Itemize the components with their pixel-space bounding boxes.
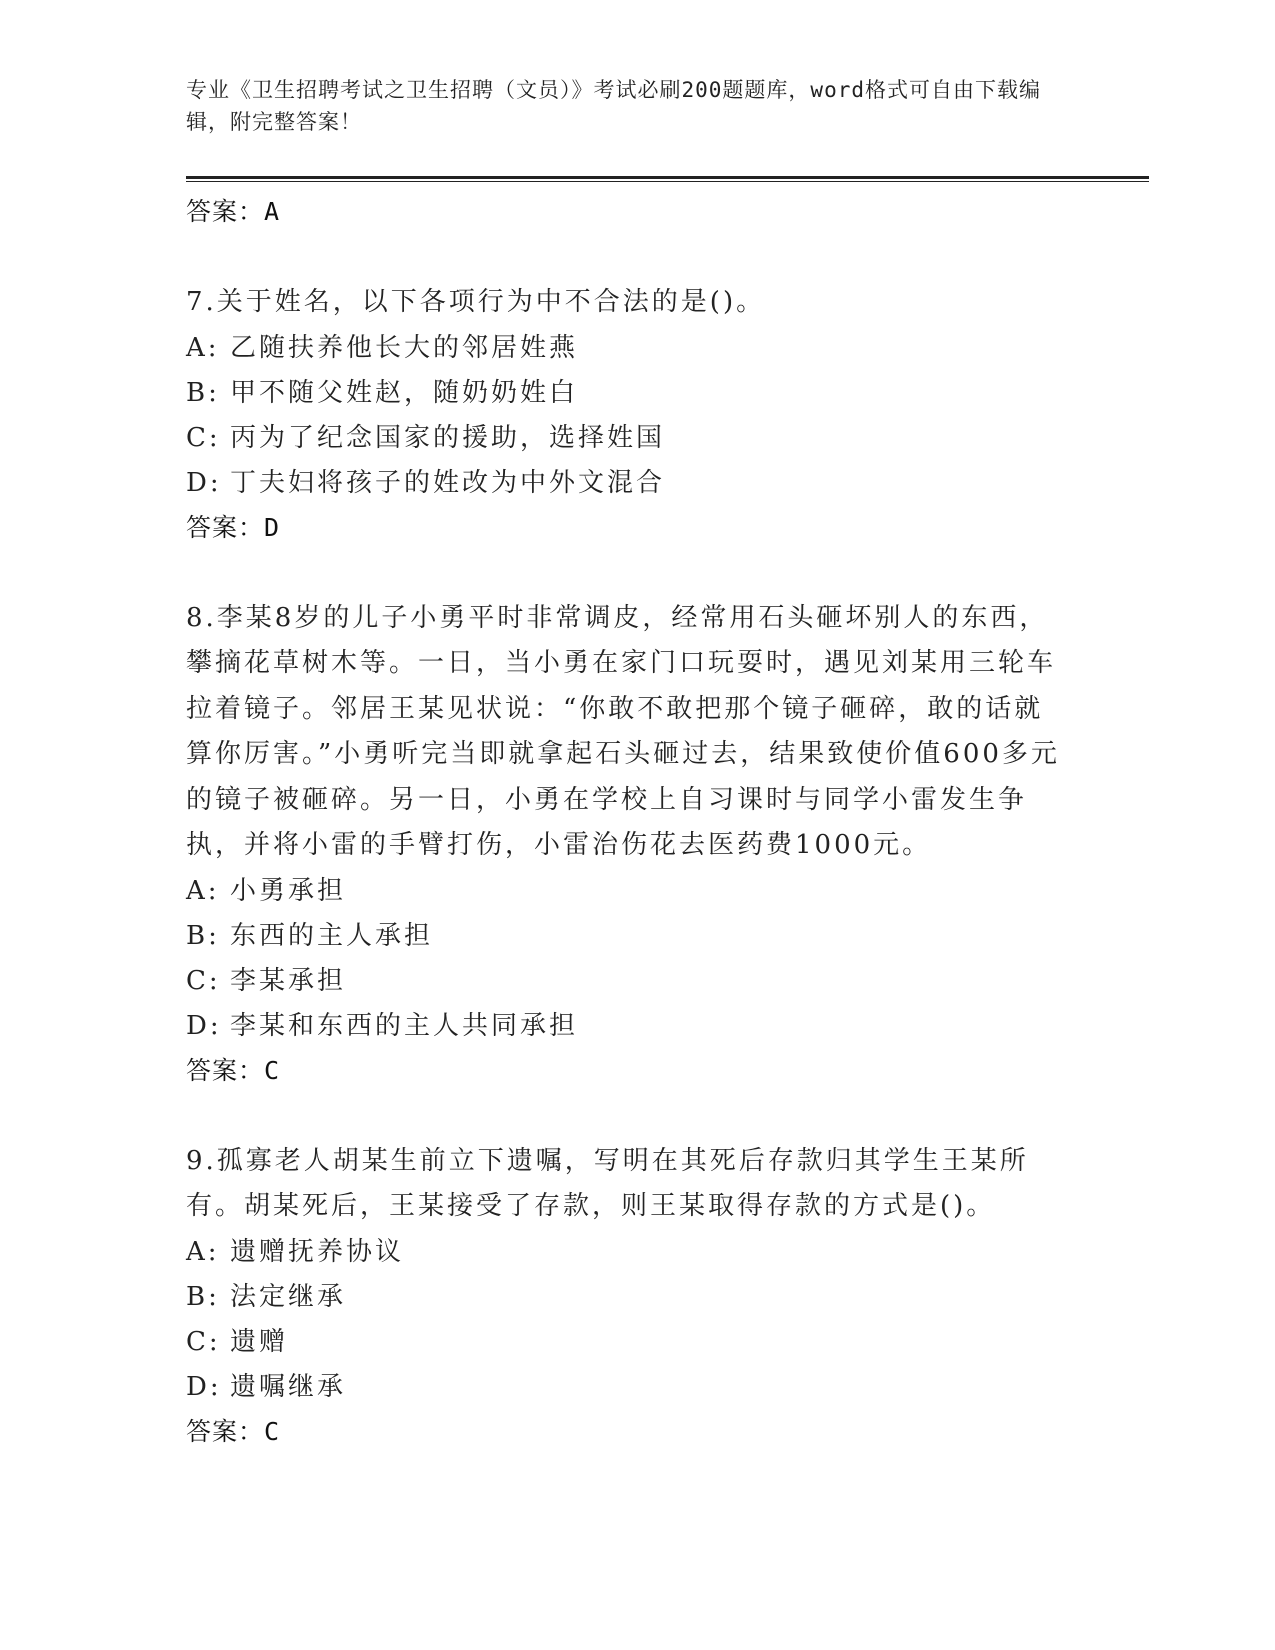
option-b	[186, 914, 1066, 959]
option-a	[186, 1230, 1066, 1275]
option-d	[186, 461, 1066, 506]
answer-line	[186, 1049, 1066, 1093]
answer-line	[186, 506, 1066, 550]
option-letter: D:	[186, 1010, 222, 1041]
option-text: 法定继承	[230, 1281, 347, 1312]
option-letter: D:	[186, 467, 222, 498]
option-text: 丁夫妇将孩子的姓改为中外文混合	[230, 467, 666, 498]
option-letter: A:	[186, 332, 220, 363]
question-text: 7.关于姓名，以下各项行为中不合法的是()。	[186, 287, 766, 317]
option-text: 遗嘱继承	[230, 1371, 347, 1402]
header-divider-thick	[186, 176, 1149, 179]
option-letter: D:	[186, 1371, 222, 1402]
question-block	[186, 280, 1066, 550]
option-text: 丙为了纪念国家的援助，选择姓国	[230, 422, 666, 453]
answer-value: C	[264, 1055, 281, 1085]
answer-label: 答案：	[186, 197, 265, 226]
option-a	[186, 326, 1066, 371]
option-letter: C:	[186, 965, 221, 996]
answer-label: 答案：	[186, 1055, 265, 1085]
option-c	[186, 959, 1066, 1004]
option-b	[186, 1275, 1066, 1320]
answer-value: A	[264, 197, 281, 226]
option-text: 乙随扶养他长大的邻居姓燕	[230, 332, 579, 363]
option-letter: B:	[186, 1281, 220, 1312]
answer-value: C	[264, 1416, 281, 1446]
answer-label: 答案：	[186, 512, 265, 542]
option-letter: C:	[186, 422, 221, 453]
option-c	[186, 416, 1066, 461]
option-b	[186, 371, 1066, 416]
header-divider-thin	[186, 181, 1149, 182]
option-letter: B:	[186, 377, 220, 408]
option-d	[186, 1004, 1066, 1049]
option-text: 遗赠抚养协议	[230, 1236, 405, 1267]
answer-line	[186, 190, 1066, 234]
option-text: 遗赠	[230, 1326, 289, 1357]
option-text: 李某承担	[230, 965, 347, 996]
question-block	[186, 596, 1066, 1093]
option-letter: A:	[186, 1236, 220, 1267]
answer-value: D	[264, 512, 281, 542]
option-text: 小勇承担	[230, 875, 347, 906]
document-header: 专业《卫生招聘考试之卫生招聘（文员）》考试必刷200题题库，word格式可自由下载编辑，附完整答案！	[186, 78, 1041, 134]
option-a	[186, 869, 1066, 914]
option-text: 甲不随父姓赵，随奶奶姓白	[230, 377, 579, 408]
option-letter: A:	[186, 875, 220, 906]
option-letter: B:	[186, 920, 220, 951]
question-block	[186, 1139, 1066, 1454]
option-c	[186, 1320, 1066, 1365]
option-text: 东西的主人承担	[230, 920, 434, 951]
question-text: 8.李某8岁的儿子小勇平时非常调皮，经常用石头砸坏别人的东西，攀摘花草树木等。一日，当小勇在家门口玩耍时，遇见刘某用三轮车拉着镜子。邻居王某见状说：“你敢不敢把那个镜子砸碎，敢的话就算你厉害。”小勇听完当即就拿起石头砸过去，结果致使价值600多元的镜子被砸碎。另一日，小勇在学校上自习课时与同学小雷发生争执，并将小雷的手臂打伤，小雷治伤花去医药费1000元。	[186, 602, 1060, 860]
answer-label: 答案：	[186, 1416, 265, 1446]
document-content	[186, 190, 1066, 1454]
question-text: 9.孤寡老人胡某生前立下遗嘱，写明在其死后存款归其学生王某所有。胡某死后，王某接受了存款，则王某取得存款的方式是()。	[186, 1145, 1029, 1221]
option-text: 李某和东西的主人共同承担	[230, 1010, 579, 1041]
option-d	[186, 1365, 1066, 1410]
answer-line	[186, 1410, 1066, 1454]
option-letter: C:	[186, 1326, 221, 1357]
